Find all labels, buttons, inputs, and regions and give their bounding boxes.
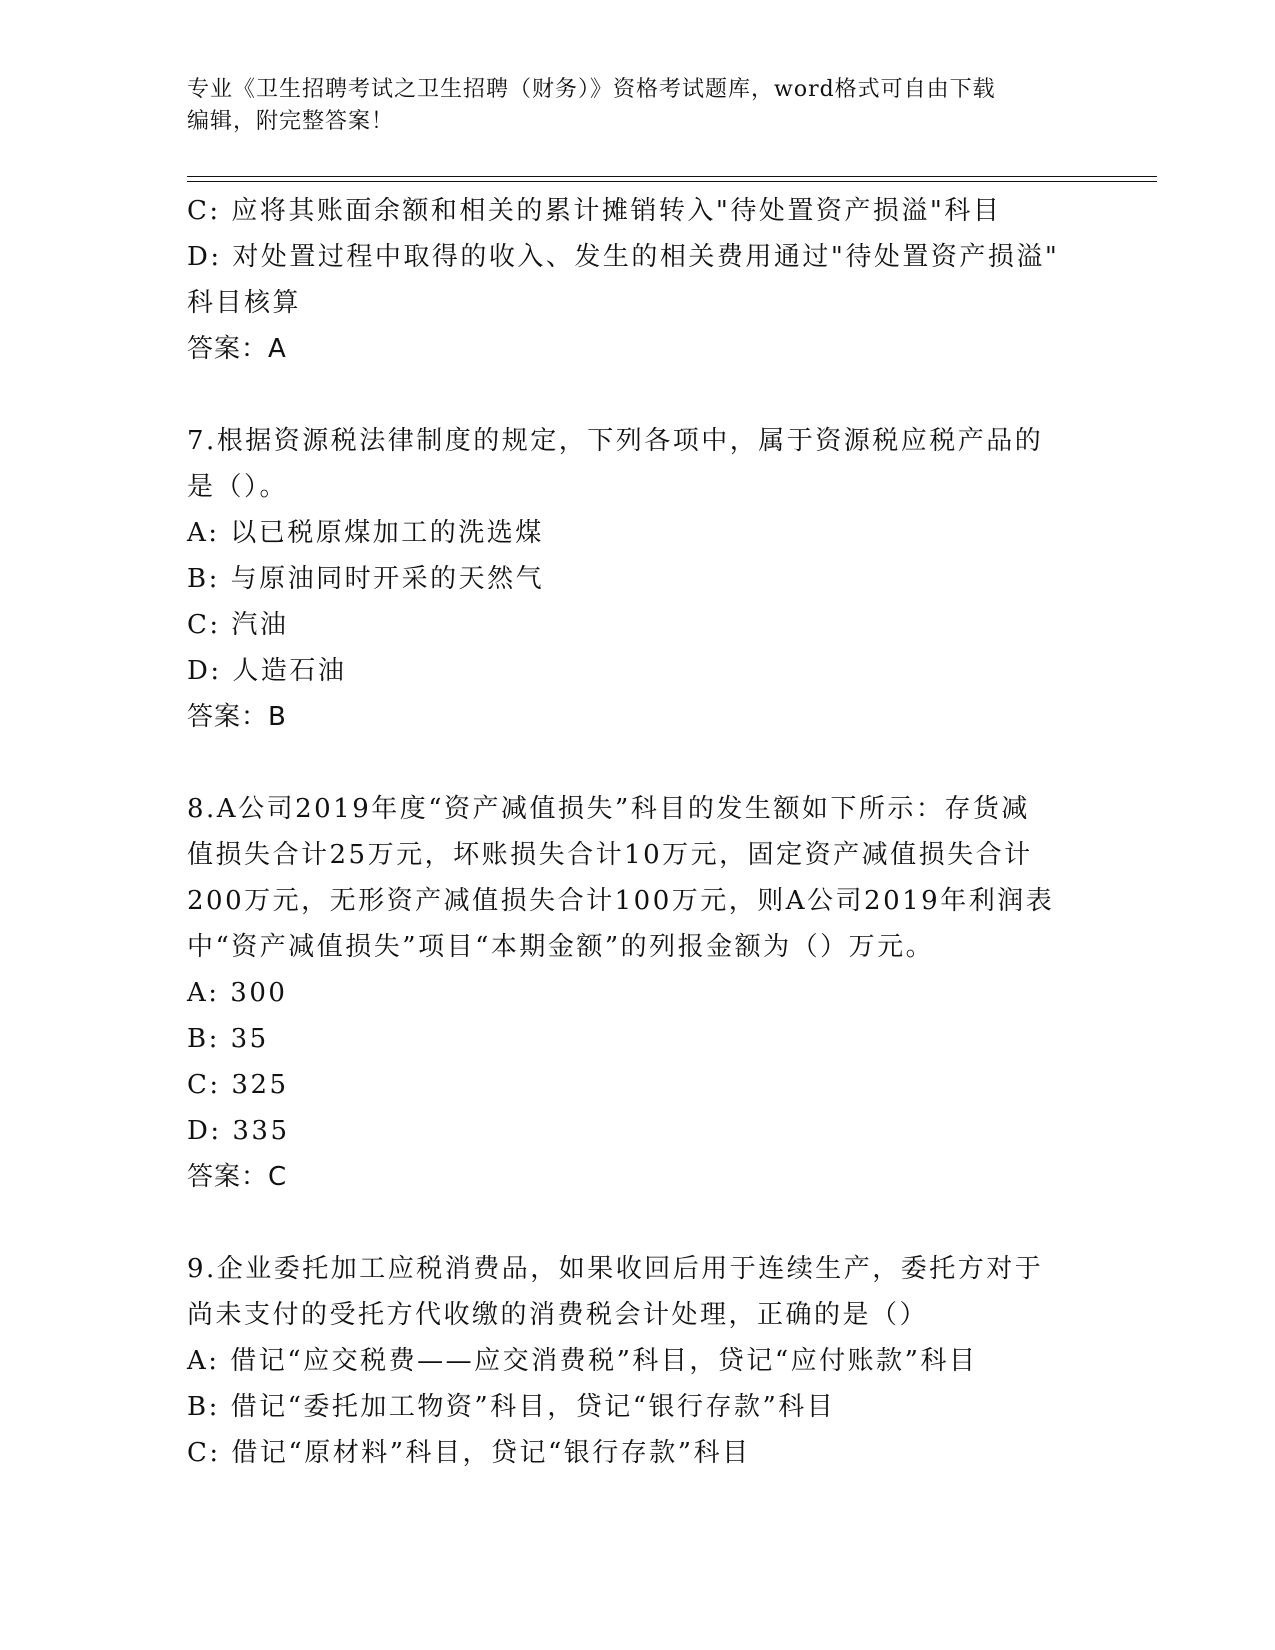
question-stem-line: 是（）。 [187, 472, 289, 502]
option-c: C: 应将其账面余额和相关的累计摊销转入"待处置资产损溢"科目 [187, 196, 1002, 226]
question-stem-line: 尚未支付的受托方代收缴的消费税会计处理，正确的是（） [187, 1300, 929, 1330]
option-c: C: 借记“原材料”科目，贷记“银行存款”科目 [187, 1438, 751, 1468]
question-8 [187, 786, 1067, 1200]
answer: 答案：C [187, 1162, 288, 1192]
question-stem-line: 值损失合计25万元，坏账损失合计10万元，固定资产减值损失合计 [187, 840, 1033, 870]
question-stem-line: 7.根据资源税法律制度的规定，下列各项中，属于资源税应税产品的 [187, 426, 1044, 456]
option-b: B: 与原油同时开采的天然气 [187, 564, 545, 594]
option-a: A: 借记“应交税费——应交消费税”科目，贷记“应付账款”科目 [187, 1346, 978, 1376]
spacer [187, 372, 1067, 418]
option-a: A: 300 [187, 978, 288, 1008]
spacer [187, 740, 1067, 786]
question-stem-line: 中“资产减值损失”项目“本期金额”的列报金额为（）万元。 [187, 932, 935, 962]
header-line-2: 编辑，附完整答案！ [187, 109, 395, 134]
question-stem-line: 9.企业委托加工应税消费品，如果收回后用于连续生产，委托方对于 [187, 1254, 1044, 1284]
option-b: B: 35 [187, 1024, 269, 1054]
answer: 答案：B [187, 702, 287, 732]
header-rule-bottom [187, 181, 1157, 182]
option-d-line-1: D: 对处置过程中取得的收入、发生的相关费用通过"待处置资产损溢" [187, 242, 1060, 272]
question-stem-line: 8.A公司2019年度“资产减值损失”科目的发生额如下所示：存货减 [187, 794, 1030, 824]
answer: 答案：A [187, 334, 287, 364]
document-header [187, 74, 1067, 138]
question-stem-line: 200万元，无形资产减值损失合计100万元，则A公司2019年利润表 [187, 886, 1055, 916]
question-9 [187, 1246, 1067, 1476]
option-a: A: 以已税原煤加工的洗选煤 [187, 518, 544, 548]
option-d: D: 人造石油 [187, 656, 347, 686]
option-d-line-2: 科目核算 [187, 288, 302, 318]
header-line-1: 专业《卫生招聘考试之卫生招聘（财务）》资格考试题库，word格式可自由下载 [187, 77, 996, 102]
option-b: B: 借记“委托加工物资”科目，贷记“银行存款”科目 [187, 1392, 836, 1422]
option-d: D: 335 [187, 1116, 290, 1146]
question-7 [187, 418, 1067, 740]
option-c: C: 325 [187, 1070, 289, 1100]
header-rule-top [187, 176, 1157, 177]
document-body [187, 188, 1067, 1476]
spacer [187, 1200, 1067, 1246]
previous-question-tail [187, 188, 1067, 372]
option-c: C: 汽油 [187, 610, 289, 640]
